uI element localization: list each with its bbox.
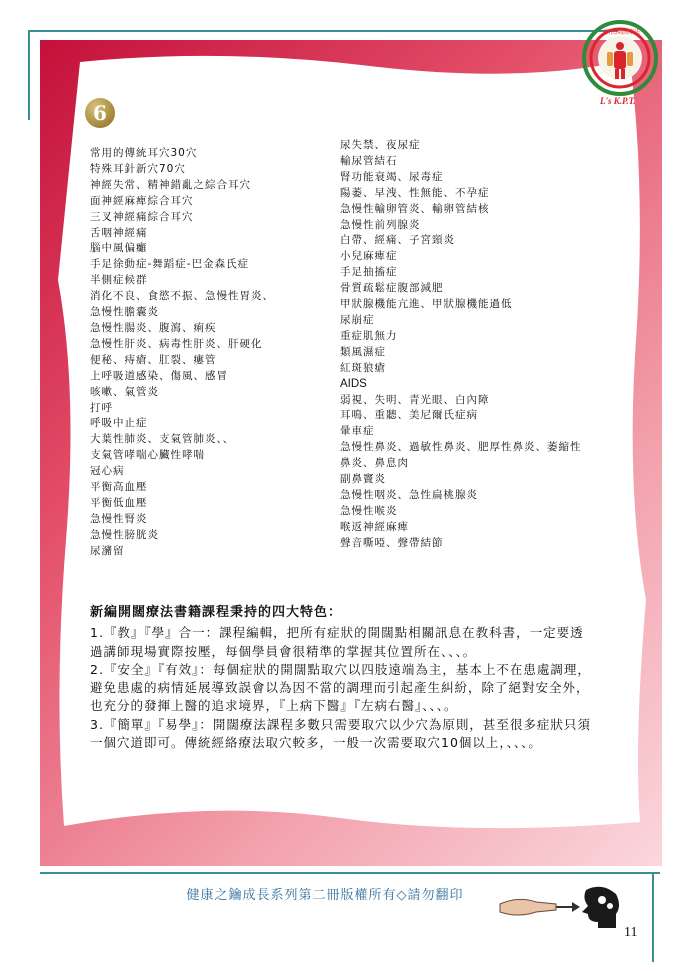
list-item: 急慢性肝炎、病毒性肝炎、肝硬化 [90, 337, 263, 350]
list-item: 急慢性咽炎、急性扁桃腺炎 [340, 488, 478, 501]
logo-circle-text: 劉氏開闊療法 [604, 29, 641, 36]
list-item: 弱視、失明、青光眼、白內障 [340, 393, 490, 406]
list-item: 骨質疏鬆症腹部減肥 [340, 282, 444, 295]
list-item: 急慢性膀胱炎 [90, 528, 159, 541]
list-item: 急慢性腎炎 [90, 512, 148, 525]
feature-paragraph: 3.『簡單』『易學』：開闊療法課程多數只需要取穴以少穴為原則，甚至很多症狀只須一個穴道即可。傳統經絡療法取穴較多，一般一次需要取穴10個以上，、、、。 [90, 716, 591, 751]
list-item: 尿瀦留 [90, 544, 125, 557]
list-item: 腦中風偏癱 [90, 242, 148, 255]
list-item: 喉返神經麻痺 [340, 520, 409, 533]
list-item: 舌咽神經痛 [90, 226, 148, 239]
feature-paragraph: 1.『教』『學』合一：課程編輯，把所有症狀的開闊點相關訊息在教科書，一定要透過講師現場實際按壓，每個學員會很精準的掌握其位置所在、、、。 [90, 625, 584, 659]
list-item: 急慢性膽囊炎 [90, 306, 159, 319]
left-symptom-list [90, 146, 325, 560]
list-item: 聲音嘶啞、聲帶結節 [340, 536, 444, 549]
list-item: 咳嗽、氣管炎 [90, 385, 159, 398]
section-number-badge: 6 [85, 98, 115, 128]
list-item: 平衡高血壓 [90, 481, 148, 494]
right-symptom-list [340, 138, 590, 552]
feature-paragraph: 2.『安全』『有效』：每個症狀的開闊點取穴以四肢遠端為主，基本上不在患處調理，避免患處的病情延展導致誤會以為因不當的調理而引起產生糾紛，除了絕對安全外，也充分的發揮上醫的追求境界，『上病下醫』『左病右醫』、、、。 [90, 661, 591, 714]
list-item: AIDS [340, 377, 367, 390]
list-item: 特殊耳針新穴70穴 [90, 162, 186, 175]
list-item: 打呼 [90, 401, 113, 414]
list-item: 白帶、經痛、子宮頸炎 [340, 234, 455, 247]
list-item: 甲狀腺機能亢進、甲狀腺機能過低 [340, 298, 513, 311]
list-item: 急慢性輸卵管炎、輸卵管結核 [340, 202, 490, 215]
list-item: 面神經麻痺綜合耳穴 [90, 194, 194, 207]
list-item: 三叉神經痛綜合耳穴 [90, 210, 194, 223]
list-item: 急慢性喉炎 [340, 504, 398, 517]
top-left-rule [28, 30, 30, 120]
list-item: 呼吸中止症 [90, 417, 148, 430]
bottom-right-rule [652, 872, 654, 962]
list-item: 半側症候群 [90, 274, 148, 287]
list-item: 陽萎、早洩、性無能、不孕症 [340, 186, 490, 199]
list-item: 尿崩症 [340, 313, 375, 326]
list-item: 副鼻竇炎 [340, 473, 386, 486]
features-heading: 新編開闊療法書籍課程秉持的四大特色： [90, 605, 343, 620]
list-item: 平衡低血壓 [90, 496, 148, 509]
logo-bottom-text: L's K.P.T. [600, 96, 636, 106]
list-item: 上呼吸道感染、傷風、感冒 [90, 369, 228, 382]
list-item: 手足抽搐症 [340, 266, 398, 279]
list-item: 尿失禁、夜尿症 [340, 139, 421, 151]
list-item: 便秘、痔瘡、肛裂、瘻管 [90, 353, 217, 366]
list-item: 紅斑狼瘡 [340, 361, 386, 374]
page-number: 11 [624, 925, 638, 940]
list-item: 輸尿管結石 [340, 154, 398, 167]
list-item: 大葉性肺炎、支氣管肺炎、、 [90, 433, 235, 446]
footer-copyright: 健康之鑰成長系列第二冊版權所有◇請勿翻印 [186, 888, 464, 903]
list-item: 消化不良、食慾不振、急慢性胃炎、 [90, 290, 274, 303]
list-item: 手足徐動症-舞蹈症-巴金森氏症 [90, 258, 250, 271]
hand-and-head-illustration [498, 884, 623, 932]
features-section [90, 604, 596, 752]
list-item: 腎功能衰竭、尿毒症 [340, 170, 444, 183]
list-item: 神經失常、精神錯亂之綜合耳穴 [90, 178, 251, 191]
list-item: 冠心病 [90, 465, 125, 478]
list-item: 常用的傳統耳穴30穴 [90, 147, 198, 159]
list-item: 重症肌無力 [340, 329, 398, 342]
list-item: 小兒麻痺症 [340, 250, 398, 263]
top-rule [28, 30, 618, 32]
list-item: 急慢性腸炎、腹瀉、痢疾 [90, 321, 217, 334]
list-item: 急慢性鼻炎、過敏性鼻炎、肥厚性鼻炎、萎縮性鼻炎、鼻息肉 [340, 441, 582, 470]
list-item: 支氣管哮喘心臟性哮喘 [90, 449, 205, 462]
list-item: 急慢性前列腺炎 [340, 218, 421, 231]
list-item: 暈車症 [340, 425, 375, 438]
bottom-rule [40, 872, 660, 874]
list-item: 耳鳴、重聽、美尼爾氏症病 [340, 409, 478, 422]
list-item: 類風濕症 [340, 345, 386, 358]
kpt-logo [574, 14, 666, 106]
